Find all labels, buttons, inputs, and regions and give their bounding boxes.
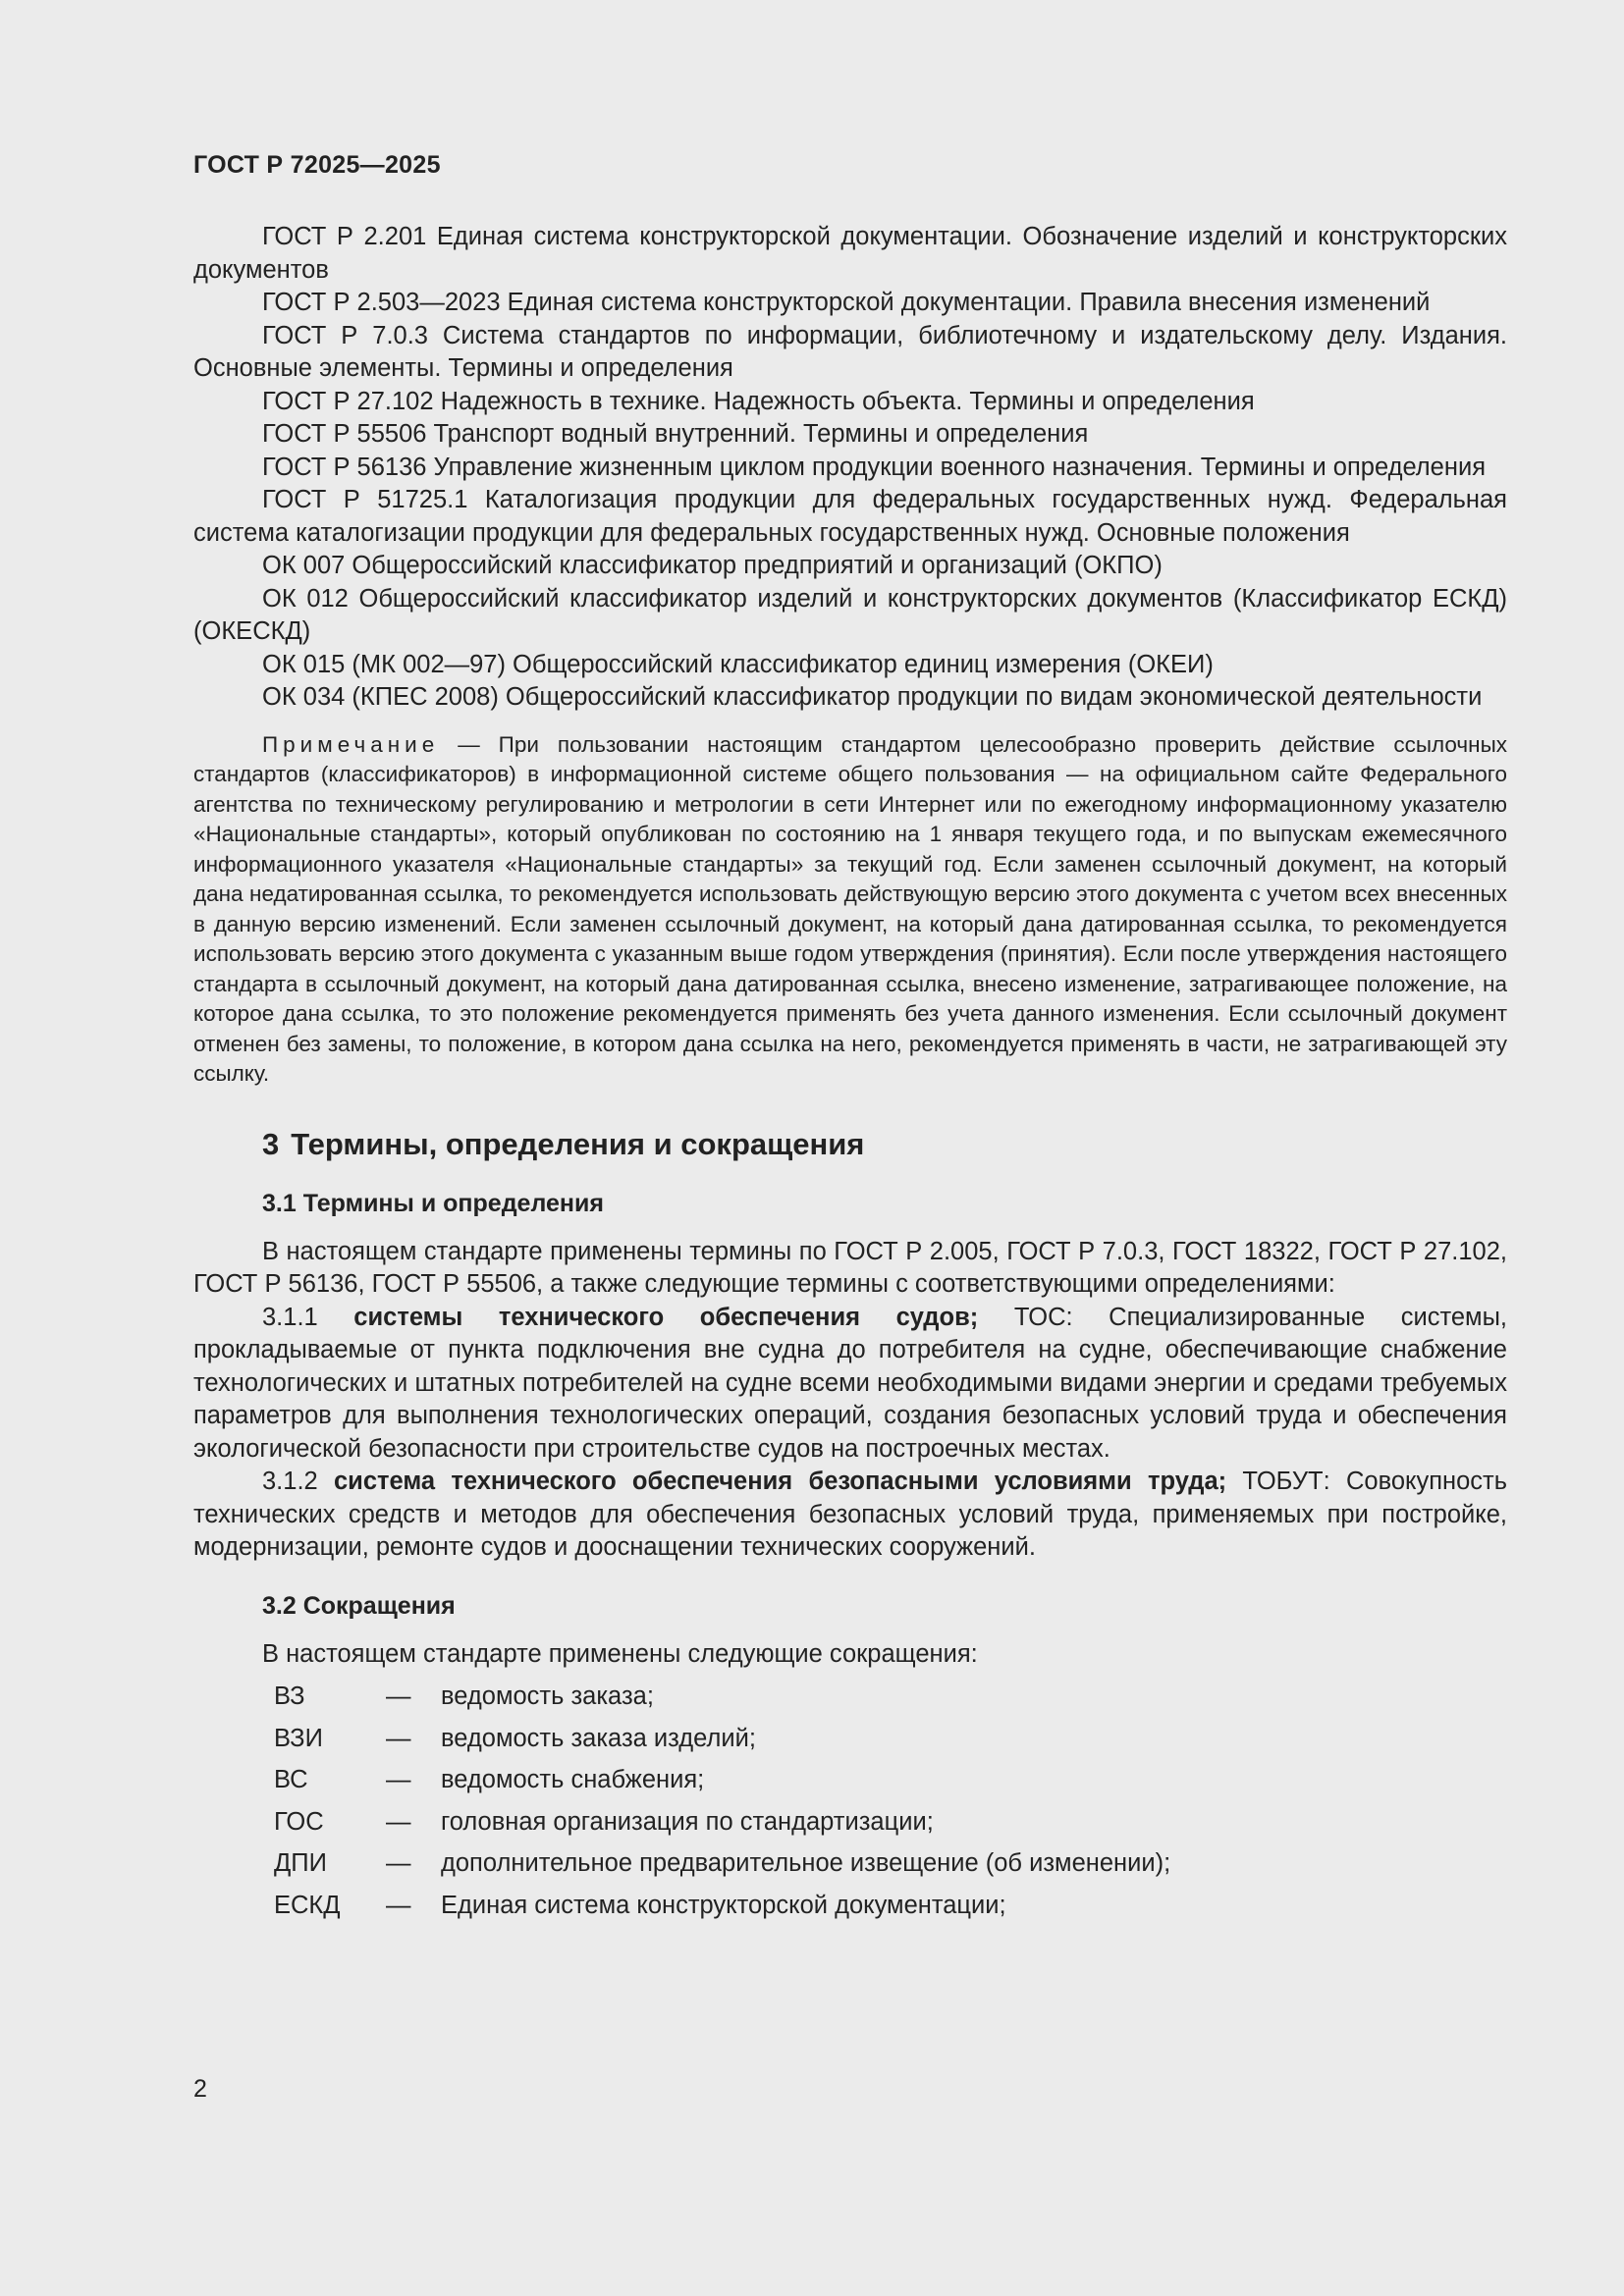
abbreviation-dash: — bbox=[386, 1849, 411, 1878]
reference-item: ОК 015 (МК 002—97) Общероссийский классификатор единиц измерения (ОКЕИ) bbox=[262, 650, 1214, 678]
abbreviation-meaning: ведомость заказа; bbox=[441, 1682, 654, 1711]
definition-number: 3.1.1 bbox=[262, 1303, 354, 1331]
abbreviation-meaning: Единая система конструкторской документации; bbox=[441, 1891, 1006, 1919]
reference-item: ОК 007 Общероссийский классификатор предприятий и организаций (ОКПО) bbox=[262, 552, 1163, 579]
reference-item: ГОСТ Р 27.102 Надежность в технике. Надежность объекта. Термины и определения bbox=[262, 387, 1255, 415]
abbreviation-dash: — bbox=[386, 1682, 411, 1711]
abbreviation-row bbox=[193, 1760, 1507, 1802]
abbreviation-meaning: дополнительное предварительное извещение (об изменении); bbox=[441, 1849, 1171, 1878]
abbreviations-intro: В настоящем стандарте применены следующие сокращения: bbox=[262, 1639, 978, 1668]
section-heading bbox=[193, 1127, 1507, 1162]
definition-text: ТОС: Специализированные системы, прокладываемые от пункта подключения вне судна до потребителя на судне, обеспечивающие снабжение технологических и штатных потребителей на судне всеми необходимыми видами энергии и средами требуемых параметров для выполнения технологических операций, создания безопасных условий труда и обеспечения экологической безопасности при строительстве судов на построечных местах. bbox=[193, 1303, 1507, 1463]
abbreviation-dash: — bbox=[386, 1766, 411, 1794]
abbreviation-dash: — bbox=[386, 1724, 411, 1752]
page-content bbox=[193, 221, 1507, 1927]
abbreviation-code: ВЗИ bbox=[274, 1724, 323, 1752]
abbreviation-meaning: ведомость заказа изделий; bbox=[441, 1724, 756, 1752]
abbreviation-dash: — bbox=[386, 1891, 411, 1919]
reference-item: ГОСТ Р 55506 Транспорт водный внутренний. Термины и определения bbox=[262, 420, 1089, 448]
abbreviation-code: ЕСКД bbox=[274, 1891, 341, 1919]
note-paragraph bbox=[193, 730, 1507, 1090]
reference-list bbox=[193, 221, 1507, 715]
abbreviation-row bbox=[193, 1843, 1507, 1886]
abbreviation-row bbox=[193, 1718, 1507, 1760]
reference-item: ГОСТ Р 56136 Управление жизненным циклом продукции военного назначения. Термины и определения bbox=[262, 453, 1487, 481]
abbreviation-row bbox=[193, 1801, 1507, 1843]
abbreviation-code: ГОС bbox=[274, 1807, 324, 1836]
reference-item: ОК 012 Общероссийский классификатор изделий и конструкторских документов (Классификатор ЕСКД) (ОКЕСКД) bbox=[193, 584, 1507, 645]
section-title: Термины, определения и сокращения bbox=[291, 1126, 865, 1161]
definition-term: система технического обеспечения безопасными условиями труда; bbox=[334, 1468, 1227, 1495]
abbreviation-row bbox=[193, 1677, 1507, 1719]
definition-item bbox=[193, 1466, 1507, 1565]
document-header: ГОСТ Р 72025—2025 bbox=[193, 151, 441, 179]
terms-intro: В настоящем стандарте применены термины по ГОСТ Р 2.005, ГОСТ Р 7.0.3, ГОСТ 18322, ГОСТ Р 27.102, ГОСТ Р 56136, ГОСТ Р 55506, а также следующие термины с соответствующими определениями: bbox=[193, 1237, 1507, 1298]
abbreviation-code: ВС bbox=[274, 1766, 308, 1794]
note-text: — При пользовании настоящим стандартом целесообразно проверить действие ссылочных стандартов (классификаторов) в информационной системе общего пользования — на официальном сайте Федерального агентства по техническому регулированию и метрологии в сети Интернет или по ежегодному информационному указателю «Национальные стандарты», который опубликован по состоянию на 1 января текущего года, и по выпускам ежемесячного информационного указателя «Национальные стандарты» за текущий год. Если заменен ссылочный документ, на который дана недатированная ссылка, то рекомендуется использовать действующую версию этого документа с учетом всех внесенных в данную версию изменений. Если заменен ссылочный документ, на который дана датированная ссылка, то рекомендуется использовать версию этого документа с указанным выше годом утверждения (принятия). Если после утверждения настоящего стандарта в ссылочный документ, на который дана датированная ссылка, внесено изменение, затрагивающее положение, на которое дана ссылка, то это положение рекомендуется применять без учета данного изменения. Если ссылочный документ отменен без замены, то положение, в котором дана ссылка на него, рекомендуется применять в части, не затрагивающей эту ссылку. bbox=[193, 731, 1507, 1086]
abbreviation-meaning: головная организация по стандартизации; bbox=[441, 1807, 934, 1836]
reference-item: ГОСТ Р 2.503—2023 Единая система конструкторской документации. Правила внесения изменений bbox=[262, 289, 1431, 316]
subsection-heading-terms: 3.1 Термины и определения bbox=[262, 1189, 604, 1217]
abbreviation-code: ВЗ bbox=[274, 1682, 305, 1711]
section-number: 3 bbox=[262, 1126, 280, 1161]
definition-text: ТОБУТ: Совокупность технических средств и методов для обеспечения безопасных условий труда, применяемых при постройке, модернизации, ремонте судов и дооснащении технических сооружений. bbox=[193, 1468, 1507, 1561]
abbreviation-list bbox=[193, 1677, 1507, 1927]
abbreviation-dash: — bbox=[386, 1807, 411, 1836]
abbreviation-meaning: ведомость снабжения; bbox=[441, 1766, 705, 1794]
definition-number: 3.1.2 bbox=[262, 1468, 334, 1495]
reference-item: ГОСТ Р 51725.1 Каталогизация продукции для федеральных государственных нужд. Федеральная система каталогизации продукции для федеральных государственных нужд. Основные положения bbox=[193, 486, 1507, 547]
abbreviation-row bbox=[193, 1885, 1507, 1927]
subsection-heading-abbreviations: 3.2 Сокращения bbox=[262, 1591, 456, 1620]
page-number: 2 bbox=[193, 2075, 207, 2103]
note-label: Примечание bbox=[262, 731, 440, 757]
reference-item: ОК 034 (КПЕС 2008) Общероссийский классификатор продукции по видам экономической деятельности bbox=[262, 683, 1483, 711]
reference-item: ГОСТ Р 2.201 Единая система конструкторской документации. Обозначение изделий и конструкторских документов bbox=[193, 223, 1507, 284]
reference-item: ГОСТ Р 7.0.3 Система стандартов по информации, библиотечному и издательскому делу. Издания. Основные элементы. Термины и определения bbox=[193, 321, 1507, 382]
abbreviation-code: ДПИ bbox=[274, 1849, 327, 1878]
definition-term: системы технического обеспечения судов; bbox=[353, 1303, 979, 1331]
definition-item bbox=[193, 1302, 1507, 1467]
